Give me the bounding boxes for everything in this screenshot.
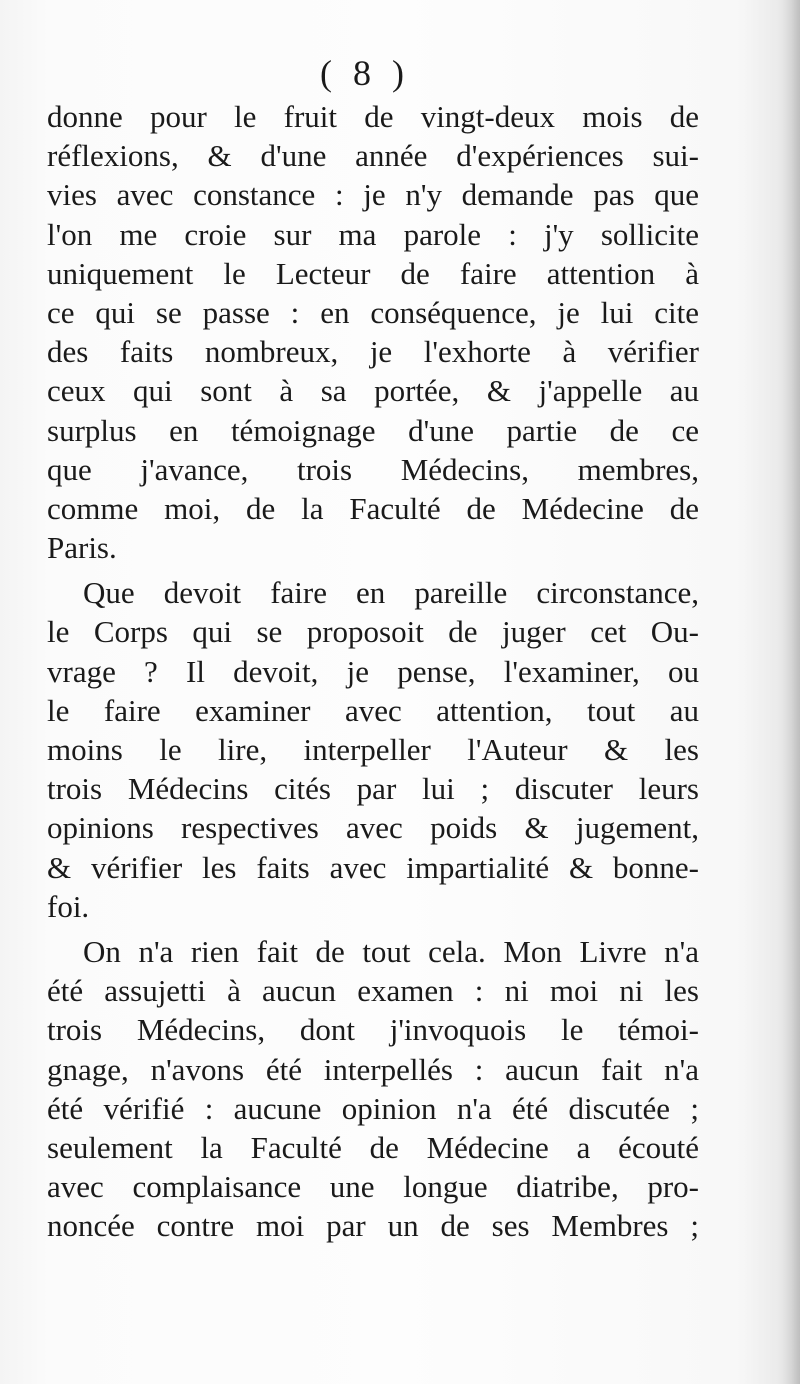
page-number: ( 8 ) [320,53,410,93]
text-line: gnage, n'avons été interpellés : aucun fait n'a [47,1051,699,1087]
text-line: moins le lire, interpeller l'Auteur & les [47,732,699,767]
paragraph-2 [47,573,699,926]
text-line: Que devoit faire en pareille circonstance, [83,575,699,611]
text-line: vrage ? Il devoit, je pense, l'examiner, ou [47,653,699,689]
text-line: surplus en témoignage d'une partie de ce [47,412,699,448]
text-line: opinions respectives avec poids & jugement, [47,810,699,846]
text-line: donne pour le fruit de vingt-deux mois de [47,99,699,134]
text-line: uniquement le Lecteur de faire attention à [47,255,699,291]
text-line: été assujetti à aucun examen : ni moi ni les [47,973,699,1009]
text-line: Paris. [47,530,117,566]
text-line: le faire examiner avec attention, tout au [47,692,699,728]
text-line: avec complaisance une longue diatribe, pro- [47,1169,699,1205]
text-line: vies avec constance : je n'y demande pas que [47,177,699,213]
body-text [47,97,699,1245]
text-line: ce qui se passe : en conséquence, je lui cite [47,294,699,330]
paragraph-3 [47,932,699,1246]
paragraph-1 [47,97,699,567]
text-line: & vérifier les faits avec impartialité & bonne- [47,849,699,885]
text-line: trois Médecins cités par lui ; discuter leurs [47,771,699,807]
text-line: réflexions, & d'une année d'expériences sui- [47,138,699,174]
page-binding-shadow [778,0,800,1384]
text-line: le Corps qui se proposoit de juger cet Ou- [47,614,699,650]
text-line: l'on me croie sur ma parole : j'y sollicite [47,216,699,252]
text-line: trois Médecins, dont j'invoquois le témoi- [47,1012,699,1048]
text-line: seulement la Faculté de Médecine a écouté [47,1129,699,1165]
text-line: comme moi, de la Faculté de Médecine de [47,490,699,526]
text-line: ceux qui sont à sa portée, & j'appelle au [47,373,699,409]
text-line: On n'a rien fait de tout cela. Mon Livre n'a [83,933,699,969]
text-line: foi. [47,888,90,924]
text-line: des faits nombreux, je l'exhorte à vérifier [47,334,699,370]
text-line: été vérifié : aucune opinion n'a été discutée ; [47,1090,699,1126]
text-line: que j'avance, trois Médecins, membres, [47,451,699,487]
text-line: noncée contre moi par un de ses Membres ; [47,1208,699,1244]
